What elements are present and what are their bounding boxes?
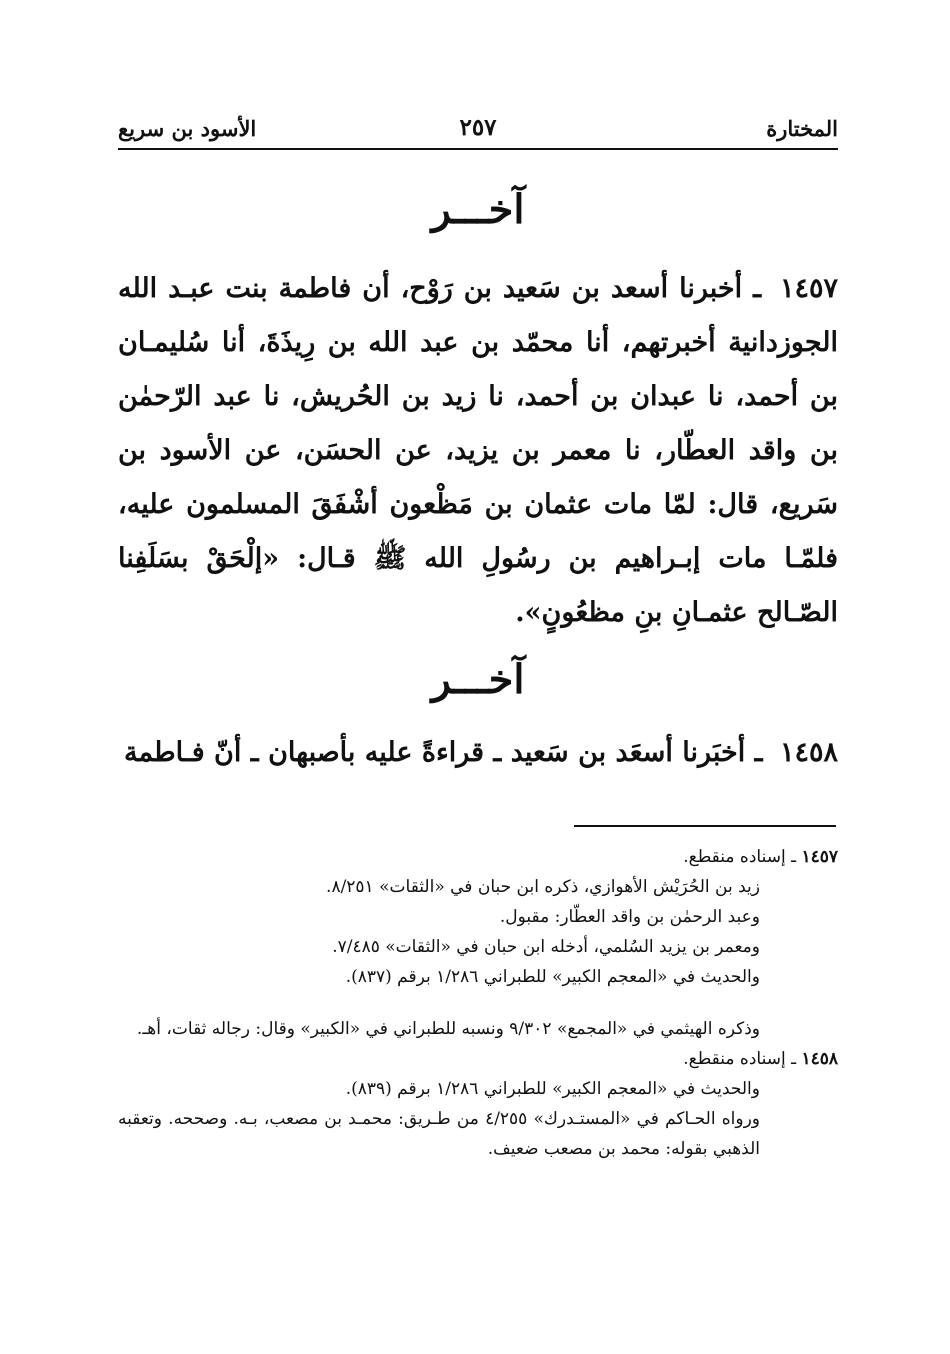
hadith-text: ـ أخبَرنا أسعَد بن سَعيد ـ قراءةً عليه بأصبهان ـ أنّ فـاطمة bbox=[124, 737, 763, 768]
footnote-head-text: ـ إسناده منقطع. bbox=[683, 1049, 797, 1069]
footnote-paragraph: ورواه الحـاكم في «المستـدرك» ٤/٢٥٥ من طـريق: محمـد بن مصعب، بـه. وصححه. وتعقبه الذهبي بقوله: محمد بن مصعب ضعيف. bbox=[118, 1109, 760, 1159]
page-number: ٢٥٧ bbox=[459, 114, 497, 141]
footnote-paragraph: وذكره الهيثمي في «المجمع» ٩/٣٠٢ ونسبه للطبراني في «الكبير» وقال: رجاله ثقات، أهـ. bbox=[136, 1019, 760, 1039]
chapter-title: الأسود بن سريع bbox=[118, 116, 257, 141]
hadith-text: ـ أخبرنا أسعد بن سَعيد بن رَوْح، أن فاطمة بنت عبـد الله الجوزدانية أخبرتهم، أنا محمّد بن عبد الله بن رِيذَةَ، أنا سُليمـان بن أحمد، نا عبدان بن أحمد، نا زيد بن الحُريش، نا عبد الرّحمٰن بن واقد العطّار، نا معمر بن يزيد، عن الحسَن، عن الأسود بن سَريع، قال: لمّا مات عثمان بن مَظْعون أشْفَقَ المسلمون عليه، فلمّـا مات إبـراهيم بن رسُولِ الله ﷺ قـال: «إلْحَقْ بسَلَفِنا الصّـالح عثمـانِ بنِ مظعُونٍ». bbox=[118, 273, 838, 628]
footnote-divider bbox=[574, 825, 836, 827]
footnote-line: زيد بن الحُرَيْش الأهوازي، ذكره ابن حبان في «الثقات» ٨/٢٥١. bbox=[326, 877, 760, 897]
hadith-1457 bbox=[118, 262, 838, 640]
section-title-1: آخـــر bbox=[431, 186, 525, 233]
footnote-line: ومعمر بن يزيد السُلمي، أدخله ابن حبان في «الثقات» ٧/٤٨٥. bbox=[332, 937, 760, 957]
book-title: المختارة bbox=[766, 116, 838, 141]
running-header bbox=[118, 112, 838, 150]
footnote-1458-head bbox=[118, 1044, 838, 1074]
footnote-line: والحديث في «المعجم الكبير» للطبراني ١/٢٨٦ برقم (٨٣٩). bbox=[345, 1079, 760, 1099]
footnote-1457-head bbox=[118, 842, 838, 872]
hadith-1458 bbox=[118, 726, 838, 780]
footnotes bbox=[118, 842, 838, 1164]
footnote-line: والحديث في «المعجم الكبير» للطبراني ١/٢٨٦ برقم (٨٣٧). bbox=[345, 967, 760, 987]
footnote-head-text: ـ إسناده منقطع. bbox=[683, 847, 797, 867]
footnote-gap bbox=[118, 992, 838, 1014]
footnote-number: ١٤٥٧ bbox=[801, 847, 838, 867]
footnote-line: وعبد الرحمٰن بن واقد العطّار: مقبول. bbox=[499, 907, 760, 927]
footnote-number: ١٤٥٨ bbox=[801, 1049, 838, 1069]
section-title-2: آخـــر bbox=[431, 656, 525, 703]
hadith-number: ١٤٥٧ bbox=[779, 273, 838, 304]
hadith-number: ١٤٥٨ bbox=[779, 737, 838, 768]
